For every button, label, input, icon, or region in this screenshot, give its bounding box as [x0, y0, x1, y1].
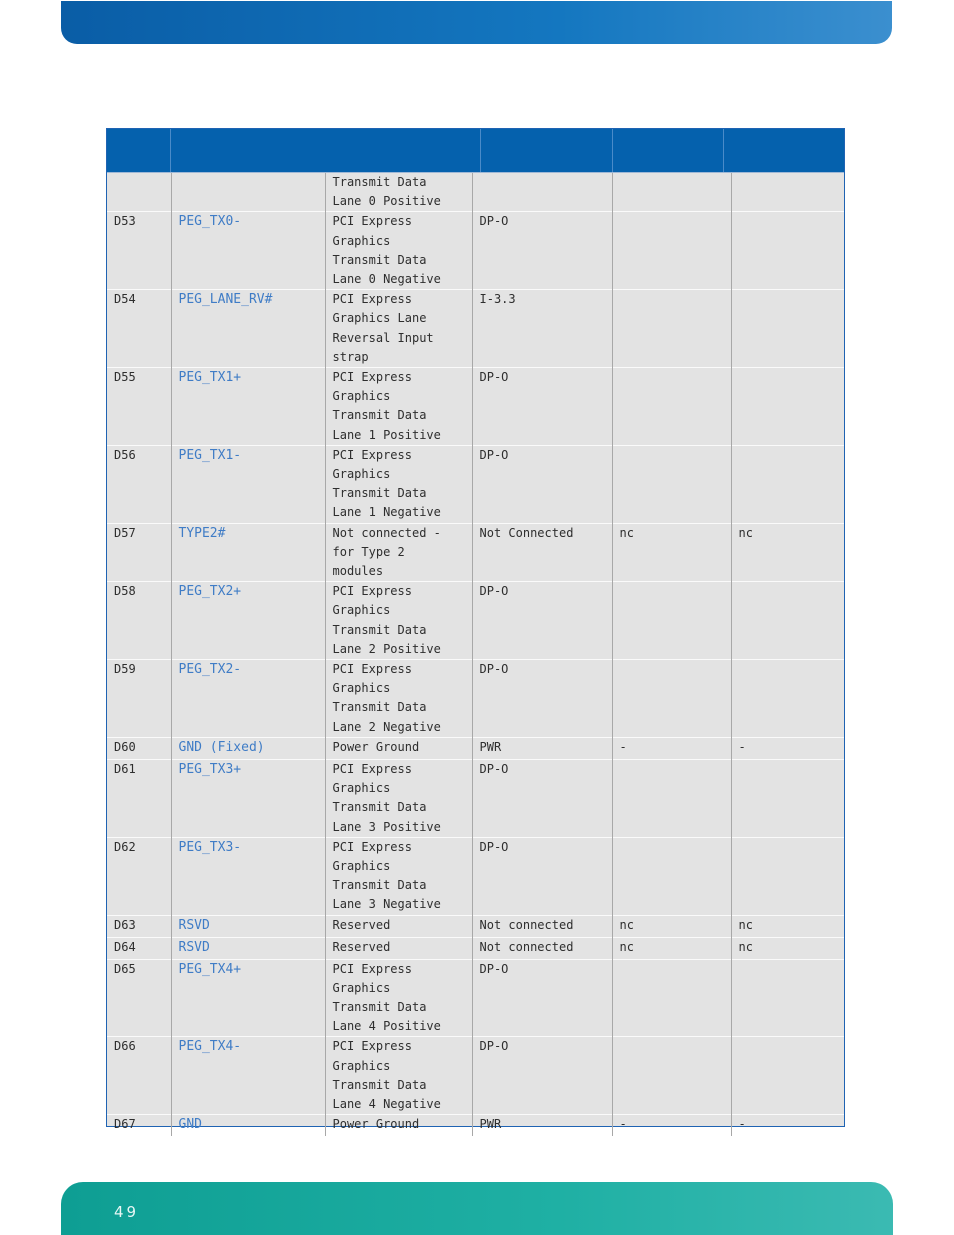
bottom-banner [61, 1182, 893, 1235]
top-banner [61, 1, 892, 44]
table-row [107, 737, 844, 759]
col6-cell [731, 1037, 844, 1115]
pin-cell: D63 [107, 915, 171, 937]
signal-name: RSVD [171, 937, 325, 959]
type-cell: DP-O [472, 1037, 612, 1115]
page-number: 49 [114, 1203, 140, 1221]
col5-cell [612, 660, 731, 738]
col5-cell [612, 837, 731, 915]
col5-cell: - [612, 1115, 731, 1136]
pinout-table [106, 128, 845, 1133]
description-cell: Not connected - for Type 2 modules [325, 523, 472, 582]
col6-cell [731, 759, 844, 837]
type-cell: DP-O [472, 959, 612, 1037]
table-row [107, 915, 844, 937]
description-cell: PCI Express Graphics Transmit Data Lane 2 Negative [325, 660, 472, 738]
col6-cell [731, 959, 844, 1037]
col6-cell: nc [731, 523, 844, 582]
pin-cell: D54 [107, 290, 171, 368]
col6-cell [731, 212, 844, 290]
type-cell: Not connected [472, 937, 612, 959]
table-row [107, 290, 844, 368]
col5-cell [612, 759, 731, 837]
pin-cell: D61 [107, 759, 171, 837]
table-row [107, 445, 844, 523]
signal-name [171, 173, 325, 212]
type-cell: DP-O [472, 445, 612, 523]
signal-name: PEG_LANE_RV# [171, 290, 325, 368]
signal-name: RSVD [171, 915, 325, 937]
signal-name: PEG_TX1+ [171, 368, 325, 446]
description-cell: Power Ground [325, 737, 472, 759]
col6-cell [731, 445, 844, 523]
pin-cell: D67 [107, 1115, 171, 1136]
col6-cell [731, 290, 844, 368]
pin-cell: D55 [107, 368, 171, 446]
type-cell: DP-O [472, 837, 612, 915]
pin-cell: D57 [107, 523, 171, 582]
type-cell: Not connected [472, 915, 612, 937]
signal-name: PEG_TX4+ [171, 959, 325, 1037]
col5-cell [612, 290, 731, 368]
col5-cell: - [612, 737, 731, 759]
pin-cell [107, 173, 171, 212]
description-cell: PCI Express Graphics Transmit Data Lane 3 Positive [325, 759, 472, 837]
type-cell [472, 173, 612, 212]
table-row [107, 368, 844, 446]
description-cell: PCI Express Graphics Lane Reversal Input strap [325, 290, 472, 368]
signal-name: PEG_TX4- [171, 1037, 325, 1115]
type-cell: PWR [472, 737, 612, 759]
description-cell: Transmit Data Lane 0 Positive [325, 173, 472, 212]
type-cell: DP-O [472, 759, 612, 837]
signal-name: PEG_TX0- [171, 212, 325, 290]
header-separator [170, 129, 171, 172]
pin-cell: D60 [107, 737, 171, 759]
description-cell: PCI Express Graphics Transmit Data Lane 3 Negative [325, 837, 472, 915]
col6-cell [731, 582, 844, 660]
col6-cell [731, 173, 844, 212]
table-row [107, 212, 844, 290]
description-cell: PCI Express Graphics Transmit Data Lane 0 Negative [325, 212, 472, 290]
col5-cell [612, 1037, 731, 1115]
type-cell: DP-O [472, 660, 612, 738]
signal-name: PEG_TX1- [171, 445, 325, 523]
pin-cell: D66 [107, 1037, 171, 1115]
table-row [107, 1037, 844, 1115]
table-row [107, 660, 844, 738]
signal-name: GND (Fixed) [171, 737, 325, 759]
col5-cell [612, 368, 731, 446]
col5-cell [612, 173, 731, 212]
signal-name: PEG_TX3+ [171, 759, 325, 837]
col5-cell [612, 582, 731, 660]
type-cell: DP-O [472, 212, 612, 290]
col6-cell [731, 837, 844, 915]
type-cell: DP-O [472, 368, 612, 446]
col5-cell: nc [612, 937, 731, 959]
col5-cell [612, 959, 731, 1037]
signal-name: TYPE2# [171, 523, 325, 582]
table-row [107, 959, 844, 1037]
type-cell: DP-O [472, 582, 612, 660]
col5-cell: nc [612, 523, 731, 582]
table-row [107, 523, 844, 582]
pin-cell: D58 [107, 582, 171, 660]
signal-name: PEG_TX2+ [171, 582, 325, 660]
type-cell: PWR [472, 1115, 612, 1136]
col6-cell [731, 660, 844, 738]
description-cell: PCI Express Graphics Transmit Data Lane 4 Negative [325, 1037, 472, 1115]
header-separator [480, 129, 481, 172]
pin-cell: D65 [107, 959, 171, 1037]
table-row [107, 173, 844, 212]
pinout-table-body [107, 172, 844, 1136]
col5-cell: nc [612, 915, 731, 937]
signal-name: GND [171, 1115, 325, 1136]
type-cell: Not Connected [472, 523, 612, 582]
table-row [107, 937, 844, 959]
table-row [107, 1115, 844, 1136]
signal-name: PEG_TX3- [171, 837, 325, 915]
col6-cell: - [731, 1115, 844, 1136]
description-cell: PCI Express Graphics Transmit Data Lane 4 Positive [325, 959, 472, 1037]
table-row [107, 582, 844, 660]
pin-cell: D53 [107, 212, 171, 290]
header-separator [612, 129, 613, 172]
col5-cell [612, 212, 731, 290]
table-header [107, 129, 844, 172]
pin-cell: D56 [107, 445, 171, 523]
table-row [107, 837, 844, 915]
description-cell: PCI Express Graphics Transmit Data Lane 1 Negative [325, 445, 472, 523]
col6-cell: - [731, 737, 844, 759]
description-cell: Reserved [325, 937, 472, 959]
description-cell: Power Ground [325, 1115, 472, 1136]
type-cell: I-3.3 [472, 290, 612, 368]
pin-cell: D64 [107, 937, 171, 959]
description-cell: PCI Express Graphics Transmit Data Lane 1 Positive [325, 368, 472, 446]
signal-name: PEG_TX2- [171, 660, 325, 738]
pin-cell: D62 [107, 837, 171, 915]
description-cell: Reserved [325, 915, 472, 937]
header-separator [723, 129, 724, 172]
description-cell: PCI Express Graphics Transmit Data Lane 2 Positive [325, 582, 472, 660]
col6-cell: nc [731, 915, 844, 937]
pin-cell: D59 [107, 660, 171, 738]
col6-cell [731, 368, 844, 446]
col5-cell [612, 445, 731, 523]
table-row [107, 759, 844, 837]
col6-cell: nc [731, 937, 844, 959]
